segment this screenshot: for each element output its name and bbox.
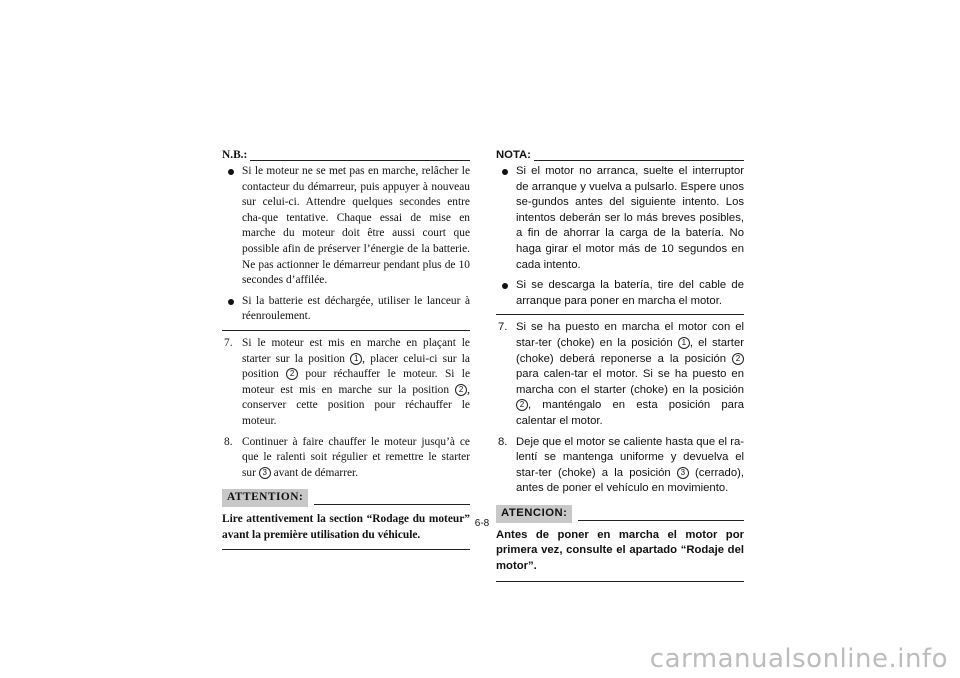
steps-fr — [222, 336, 470, 481]
bullet-dot-icon — [228, 299, 234, 305]
attention-heading-es — [496, 505, 744, 523]
steps-es — [496, 320, 744, 497]
note-bullet-es: Si el motor no arranca, suelte el interruptor de arranque y vuelva a pulsarlo. Espere unos se-gundos antes del siguiente intento. Los intentos deberán ser lo más breves posibles, a fin de ahorrar la carga de la batería. No haga girar el motor más de 10 segundos en cada intento. — [496, 164, 744, 273]
attention-label-es: ATENCION: — [496, 505, 572, 523]
note-bullet-fr: Si la batterie est déchargée, utiliser le lanceur à réenroulement. — [222, 294, 470, 325]
note-heading-es — [496, 148, 744, 164]
note-bullet-es: Si se descarga la batería, tire del cable de arranque para poner en marcha el motor. — [496, 278, 744, 309]
note-rule-es — [534, 160, 744, 161]
spanish-column — [496, 148, 744, 582]
position-marker-icon: 2 — [455, 384, 467, 396]
position-marker-icon: 3 — [259, 467, 271, 479]
note-bullet-fr: Si le moteur ne se met pas en marche, relâcher le contacteur du démarreur, puis appuyer à nouveau sur celui-ci. Attendre quelques secondes entre cha-que tentative. Chaque essai de mise en marche du moteur doit être aussi court que possible afin de préserver l’énergie de la batterie. Ne pas actionner le démarreur pendant plus de 10 secondes d’affilée. — [222, 164, 470, 289]
bullet-dot-icon — [502, 169, 508, 175]
position-marker-icon: 1 — [678, 337, 690, 349]
note-end-rule-es — [496, 314, 744, 315]
position-marker-icon: 1 — [350, 353, 362, 365]
note-bullets-fr — [222, 164, 470, 325]
step-item-fr: 8. Continuer à faire chauffer le moteur jusqu’à ce que le ralenti soit régulier et remettre le starter sur 3 avant de démarrer. — [224, 435, 470, 479]
position-marker-icon: 2 — [732, 353, 744, 365]
note-rule-fr — [250, 160, 470, 161]
step-number: 8. — [498, 435, 508, 448]
note-bullets-es — [496, 164, 744, 309]
position-marker-icon: 3 — [677, 467, 689, 479]
attention-label-fr: ATTENTION: — [222, 489, 308, 507]
note-label-fr: N.B.: — [222, 149, 248, 162]
note-heading-fr — [222, 148, 470, 164]
position-marker-icon: 2 — [516, 399, 528, 411]
step-number: 7. — [498, 321, 508, 334]
attention-text-fr: Lire attentivement la section “Rodage du moteur” avant la première utilisation du véhicule. — [222, 513, 470, 541]
bullet-dot-icon — [228, 169, 234, 175]
attention-end-rule-fr — [222, 549, 470, 550]
note-end-rule-fr — [222, 330, 470, 331]
watermark: carmanualsonline.info — [649, 644, 948, 674]
step-item-fr: 7. Si le moteur est mis en marche en plaçant le starter sur la position 1 , placer celui-ci sur la position 2 pour réchauffer le moteur. Si le moteur est mis en marche sur la position 2 , conserver cette position pour réchauffer le moteur. — [224, 336, 471, 427]
attention-text-es: Antes de poner en marcha el motor por primera vez, consulte el apartado “Rodaje del motor”. — [496, 528, 744, 573]
step-number: 7. — [224, 336, 233, 349]
attention-end-rule-es — [496, 581, 744, 582]
position-marker-icon: 2 — [286, 368, 298, 380]
page-number: 6-8 — [474, 518, 490, 529]
note-label-es: NOTA: — [496, 149, 531, 162]
step-item-es: 8. Deje que el motor se caliente hasta que el ra-lentí se mantenga uniforme y devuelva el star-ter (choke) a la posición 3 (cerrado), antes de poner el vehículo en movimiento. — [498, 435, 745, 495]
step-item-es: 7. Si se ha puesto en marcha el motor con el star-ter (choke) en la posición 1 , el starter (choke) deberá reponerse a la posición 2 para calen-tar el motor. Si se ha puesto en marcha con el starter (choke) en la posición 2 , manténgalo en esta posición para calentar el motor. — [498, 321, 744, 427]
bullet-dot-icon — [502, 283, 508, 289]
french-column — [222, 148, 470, 550]
step-number: 8. — [224, 435, 233, 448]
attention-heading-fr — [222, 489, 470, 507]
